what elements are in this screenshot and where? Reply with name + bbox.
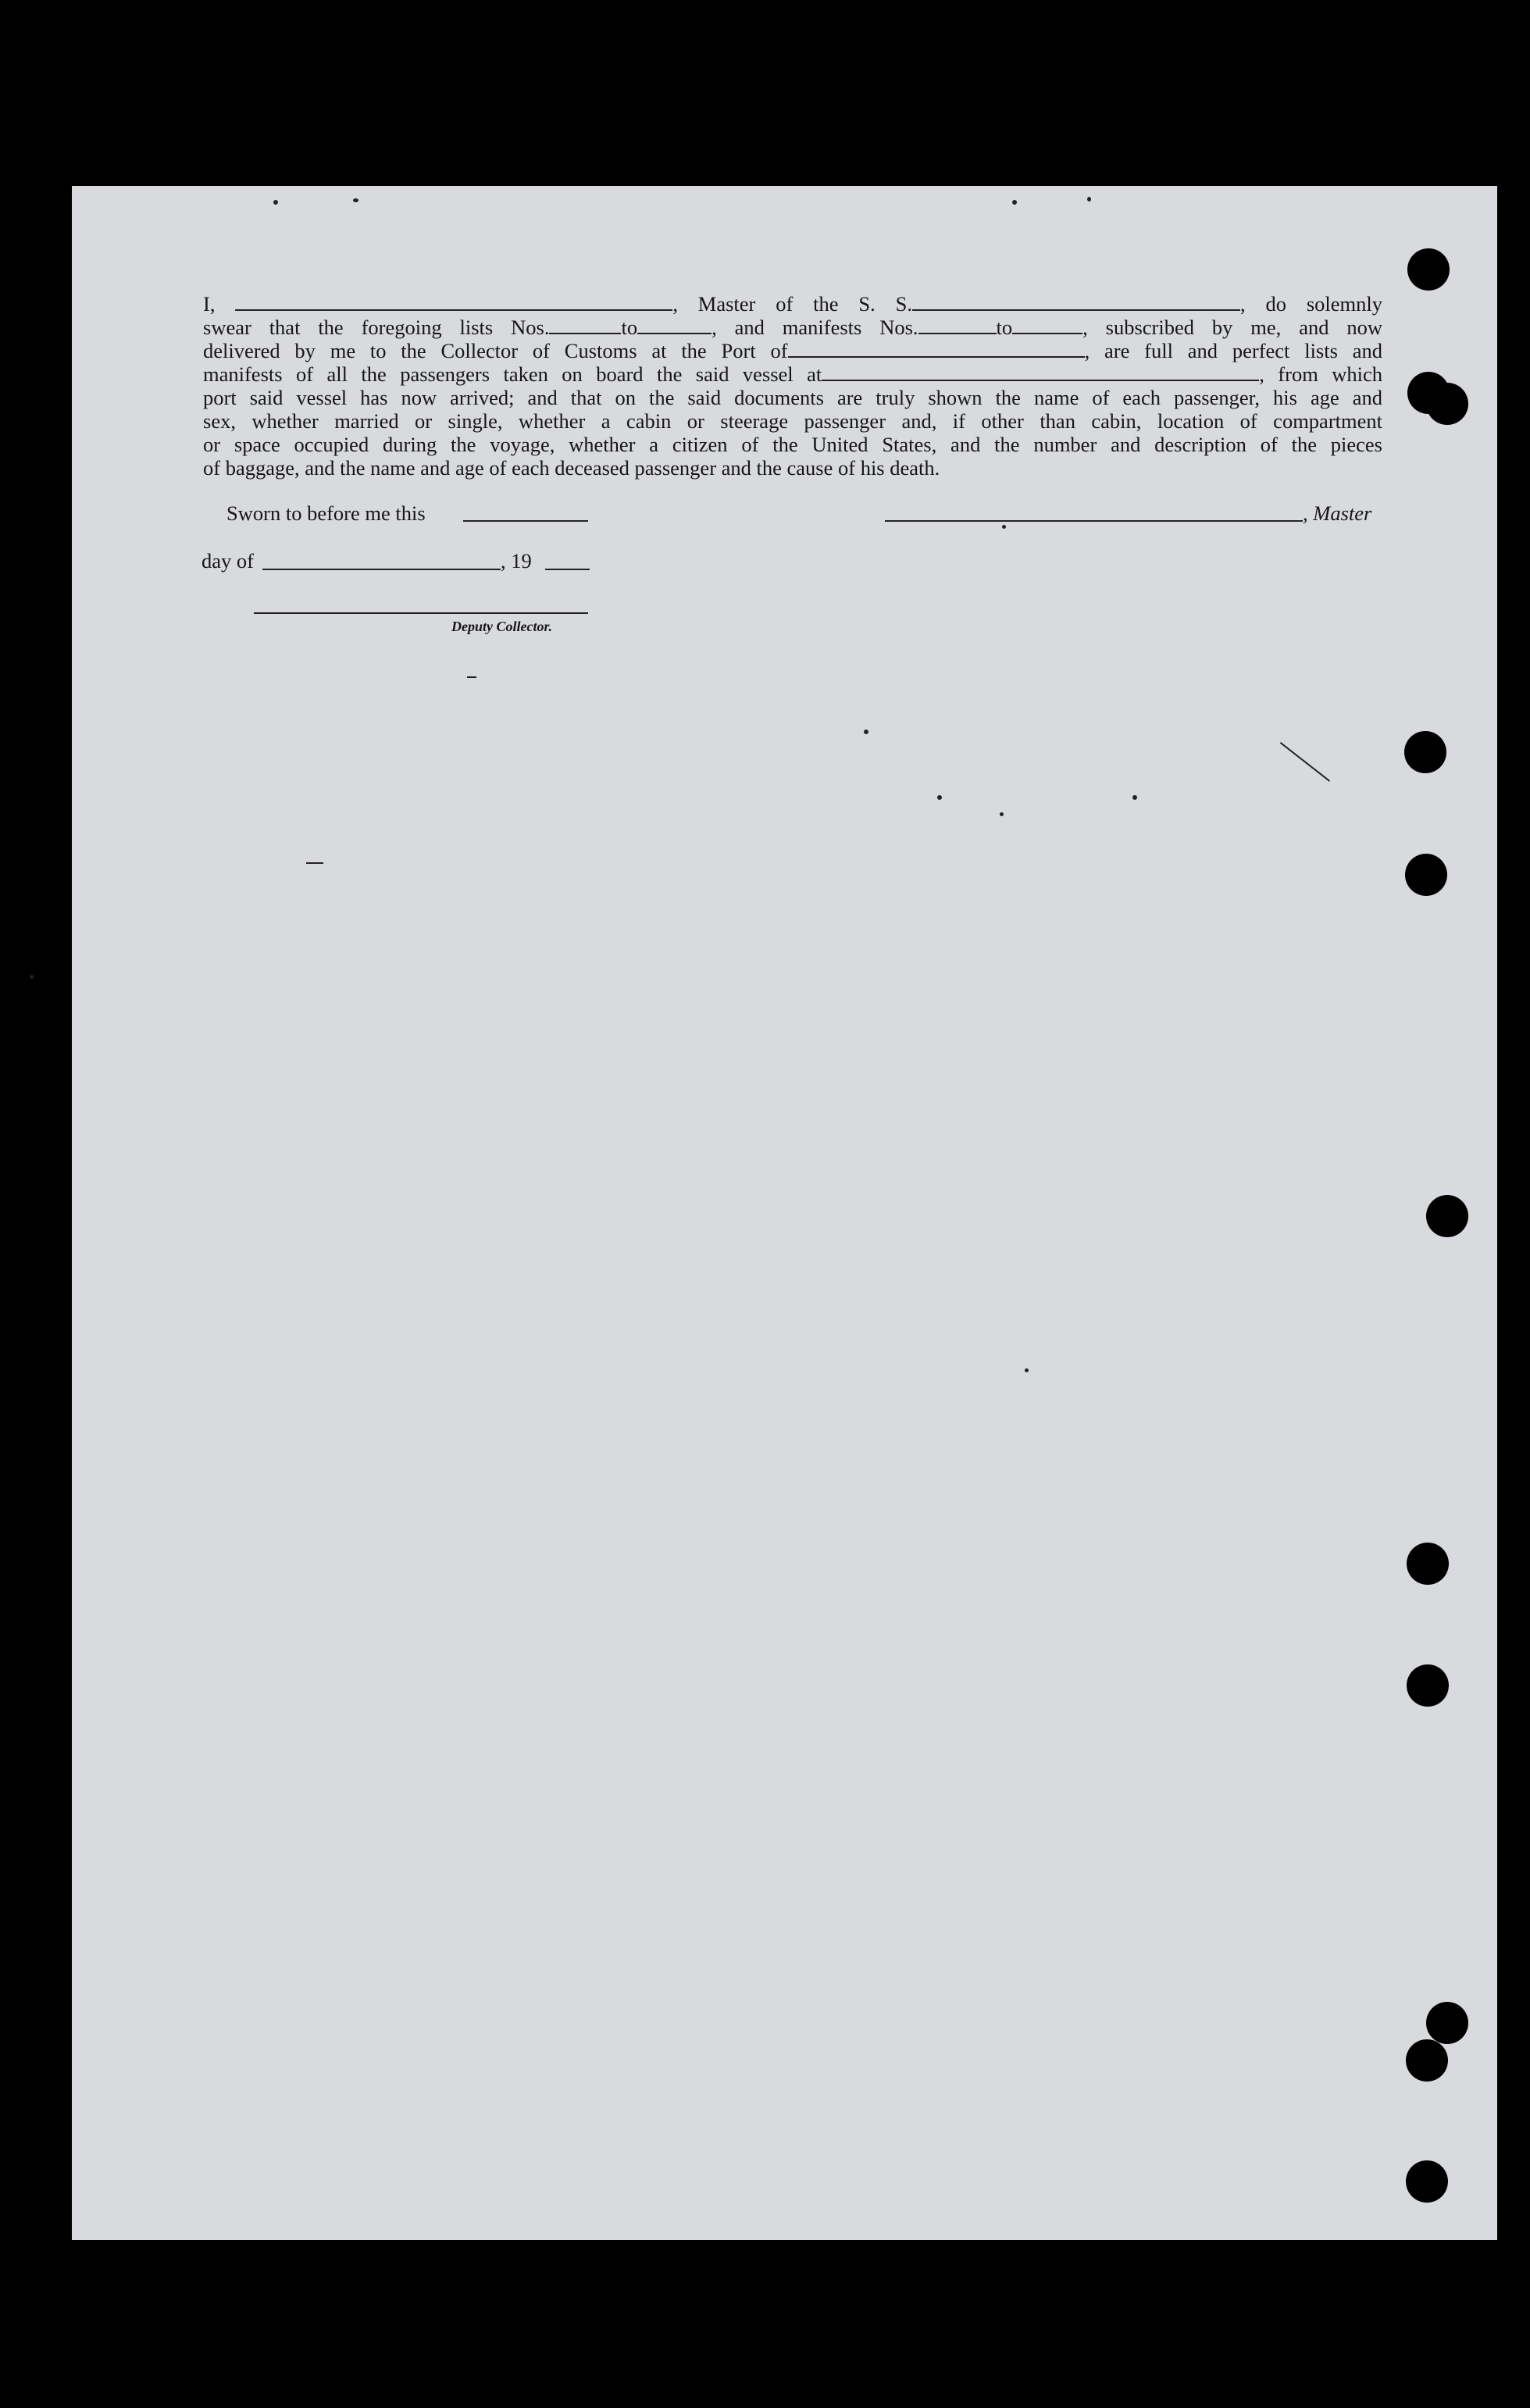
oath-line-8: of baggage, and the name and age of each deceased passenger and the cause of his death. — [203, 456, 940, 480]
oath-line-3 — [203, 339, 1382, 362]
dash-mark — [306, 862, 323, 864]
oath-line-1 — [203, 292, 1382, 316]
punch-hole — [1407, 1664, 1449, 1707]
punch-hole — [1407, 1543, 1449, 1585]
master-signature-line — [885, 520, 1303, 522]
oath-line-4 — [203, 362, 1382, 386]
master-text: , Master — [1303, 501, 1372, 525]
oath-line-6: sex, whether married or single, whether a cabin or steerage passenger and, if other than cabin, location of compartment — [203, 409, 1382, 433]
sworn-date-line — [463, 520, 588, 522]
speck — [1087, 197, 1091, 202]
year-label: , 19 — [501, 549, 532, 573]
oath-text: to — [621, 316, 638, 339]
oath-text: delivered by me to the Collector of Customs at the Port of — [203, 339, 788, 362]
speck — [1025, 1368, 1029, 1372]
oath-line-7: or space occupied during the voyage, whether a citizen of the United States, and the number and description of the pieces — [203, 433, 1382, 456]
manifest-to-blank — [1012, 317, 1082, 334]
oath-text: , from which — [1259, 362, 1382, 386]
oath-text: I, — [203, 292, 216, 316]
month-line — [262, 569, 501, 570]
speck — [864, 730, 868, 734]
bleed-through-text — [484, 500, 494, 519]
punch-hole — [1426, 1195, 1468, 1237]
speck — [1012, 200, 1017, 205]
oath-text: , and manifests Nos. — [712, 316, 918, 339]
punch-hole — [1406, 2039, 1448, 2082]
punch-hole — [1405, 854, 1447, 896]
port-blank — [788, 341, 1085, 358]
oath-text: , subscribed by me, and now — [1082, 316, 1382, 339]
punch-hole — [1404, 731, 1446, 773]
oath-line-5: port said vessel has now arrived; and that on the said documents are truly shown the name of each passenger, his age and — [203, 386, 1382, 409]
oath-line-2 — [203, 316, 1382, 339]
punch-hole — [1407, 248, 1450, 291]
speck — [1132, 795, 1137, 800]
speck — [273, 200, 278, 205]
speck — [30, 975, 34, 979]
oath-text: , are full and perfect lists and — [1084, 339, 1382, 362]
name-blank — [235, 294, 672, 311]
day-of-label: day of — [202, 549, 254, 573]
punch-hole — [1426, 2002, 1468, 2044]
speck — [353, 198, 358, 202]
list-from-blank — [549, 317, 621, 334]
oath-text: manifests of all the passengers taken on board the said vessel at — [203, 362, 822, 386]
speck — [937, 795, 942, 800]
document-page — [72, 186, 1497, 2240]
ship-name-blank — [912, 294, 1240, 311]
oath-text: , Master of the S. S. — [672, 292, 912, 316]
punch-hole — [1406, 2160, 1448, 2203]
deputy-signature-line — [254, 612, 588, 614]
oath-text: swear that the foregoing lists Nos. — [203, 316, 550, 339]
year-line — [545, 569, 590, 570]
oath-text: to — [996, 316, 1013, 339]
departure-port-blank — [822, 364, 1259, 381]
list-to-blank — [637, 317, 712, 334]
manifest-from-blank — [918, 317, 997, 334]
punch-hole — [1426, 383, 1468, 425]
speck — [1002, 525, 1006, 529]
oath-text: , do solemnly — [1240, 292, 1383, 316]
dash-mark — [467, 676, 476, 678]
speck — [1000, 812, 1004, 816]
sworn-label: Sworn to before me this — [226, 501, 426, 525]
deputy-collector-label: Deputy Collector. — [451, 619, 552, 634]
master-label — [1303, 501, 1371, 526]
oath-paragraph — [203, 292, 1382, 480]
